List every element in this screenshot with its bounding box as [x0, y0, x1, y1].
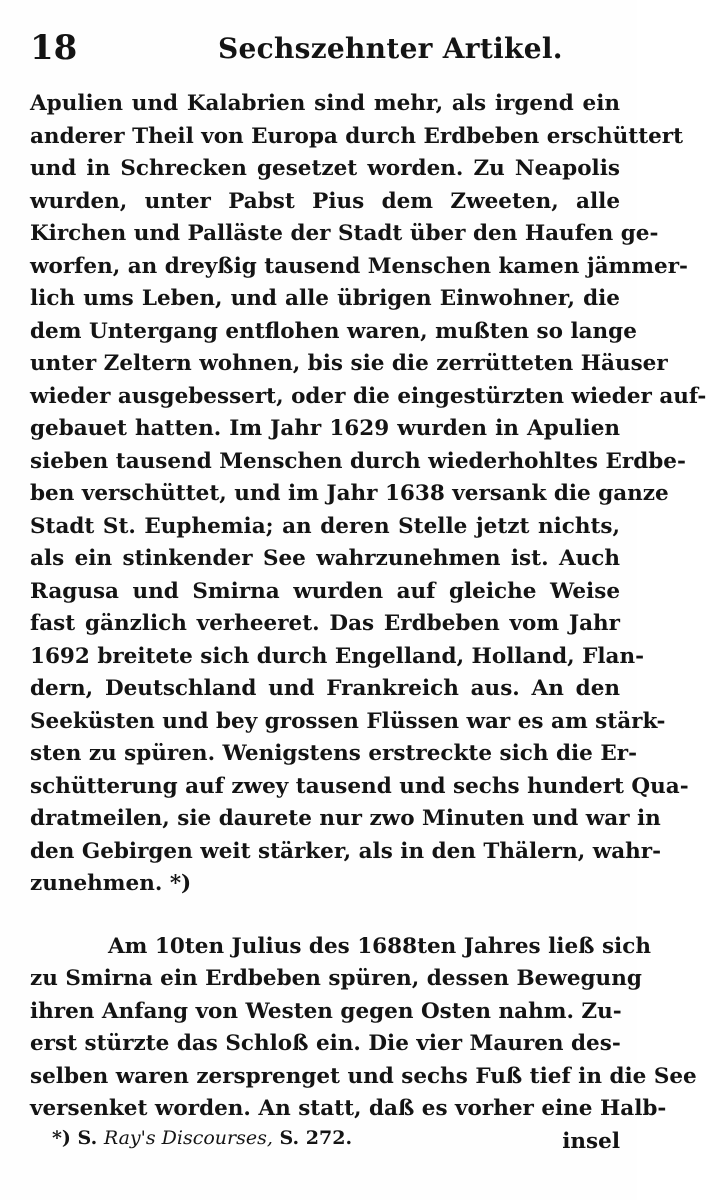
text-line: ihren Anfang von Westen gegen Osten nahm. Zu- — [30, 998, 622, 1024]
page-header — [30, 22, 620, 72]
text-line: unter Zeltern wohnen, bis sie die zerrütteten Häuser — [30, 351, 668, 376]
footnote-source: Ray's Discourses, — [103, 1127, 273, 1149]
footnote-marker: *) S. — [52, 1127, 98, 1149]
paragraph-2 — [30, 931, 697, 1159]
text-line: und in Schrecken gesetzet worden. Zu Neapolis — [30, 156, 620, 181]
text-line: als ein stinkender See wahrzunehmen ist. Auch — [30, 546, 620, 571]
text-line: wieder ausgebessert, oder die eingestürzten wieder auf- — [30, 383, 706, 409]
running-title: Sechszehnter Artikel. — [218, 32, 563, 65]
text-line: worfen, an dreyßig tausend Menschen kamen jämmer- — [30, 253, 688, 279]
text-line: Am 10ten Julius des 1688ten Jahres ließ sich — [108, 933, 651, 959]
text-line: schütterung auf zwey tausend und sechs hundert Qua- — [30, 773, 689, 799]
body-text — [30, 88, 706, 1158]
text-line: sten zu spüren. Wenigstens erstreckte sich die Er- — [30, 741, 637, 766]
text-line: ben verschüttet, und im Jahr 1638 versank die ganze — [30, 481, 669, 506]
text-line: lich ums Leben, und alle übrigen Einwohner, die — [30, 286, 620, 311]
text-line: dratmeilen, sie daurete nur zwo Minuten und war in — [30, 806, 661, 831]
text-line: Kirchen und Palläste der Stadt über den Haufen ge- — [30, 221, 659, 246]
catchword: insel — [562, 1128, 620, 1154]
text-line: sieben tausend Menschen durch wiederhohltes Erdbe- — [30, 448, 686, 474]
text-line: zu Smirna ein Erdbeben spüren, dessen Bewegung — [30, 966, 642, 991]
text-line: wurden, unter Pabst Pius dem Zweeten, alle — [30, 188, 620, 214]
text-line: Stadt St. Euphemia; an deren Stelle jetzt nichts, — [30, 513, 620, 539]
text-line: dem Untergang entflohen waren, mußten so lange — [30, 318, 637, 344]
text-line: den Gebirgen weit stärker, als in den Thälern, wahr- — [30, 838, 662, 864]
text-line: selben waren zersprenget und sechs Fuß tief in die See — [30, 1063, 697, 1089]
text-line: gebauet hatten. Im Jahr 1629 wurden in Apulien — [30, 416, 620, 441]
text-line: fast gänzlich verheeret. Das Erdbeben vom Jahr — [30, 611, 620, 636]
text-line: Seeküsten und bey grossen Flüssen war es am stärk- — [30, 708, 666, 734]
text-line: versenket worden. An statt, daß es vorher eine Halb- — [30, 1096, 667, 1121]
text-line: 1692 breitete sich durch Engelland, Holland, Flan- — [30, 643, 645, 669]
footnote-page-ref: S. 272. — [279, 1127, 353, 1149]
page-number: 18 — [30, 28, 78, 68]
footnote — [52, 1127, 352, 1149]
text-line: erst stürzte das Schloß ein. Die vier Mauren des- — [30, 1031, 621, 1056]
text-line: anderer Theil von Europa durch Erdbeben erschüttert — [30, 123, 684, 149]
paragraph-gap — [30, 901, 620, 931]
text-line: dern, Deutschland und Frankreich aus. An den — [30, 676, 620, 701]
text-line: Apulien und Kalabrien sind mehr, als irgend ein — [30, 91, 620, 116]
text-line: Ragusa und Smirna wurden auf gleiche Weise — [30, 578, 620, 604]
text-line: zunehmen. *) — [30, 871, 192, 896]
paragraph-1 — [30, 88, 706, 901]
